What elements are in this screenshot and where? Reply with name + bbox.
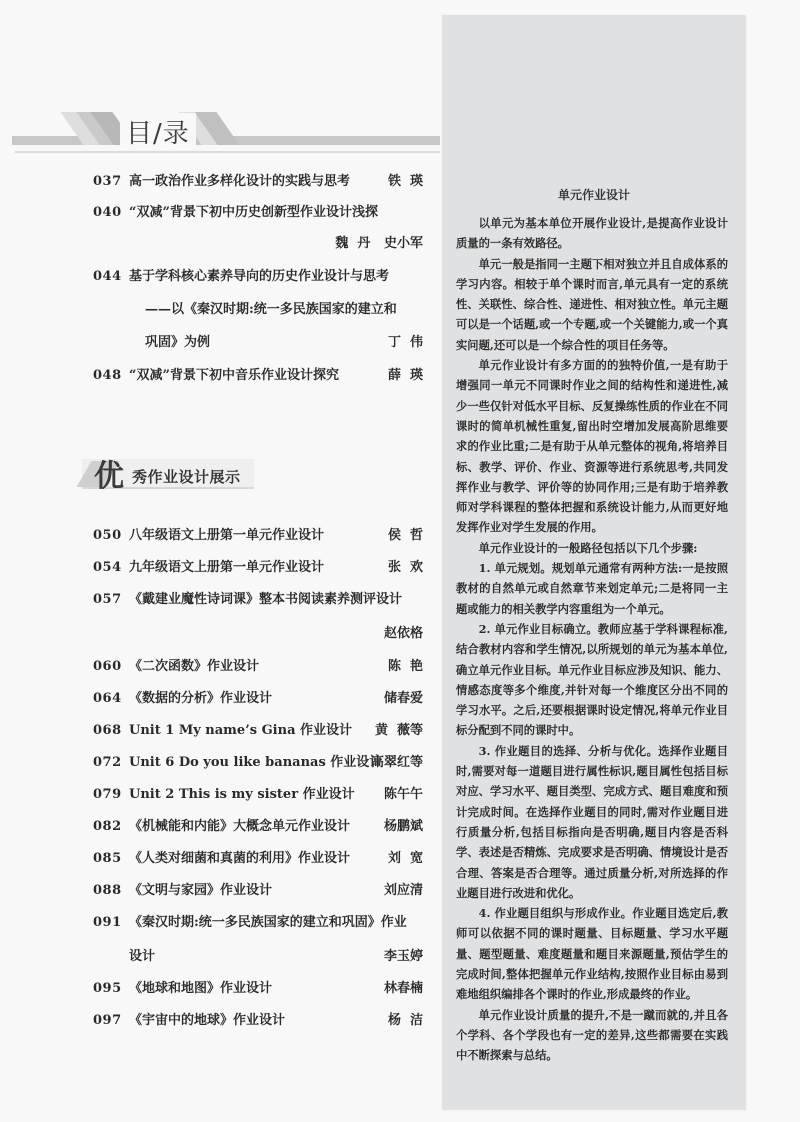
- entry-author: 薛 瑛: [387, 368, 423, 383]
- sidebar-body: [456, 213, 728, 1065]
- sidebar-paragraph: 3. 作业题目的选择、分析与优化。选择作业题目时,需要对每一道题目进行属性标识,题目属性包括目标对应、学习水平、题目类型、完成方式、题目难度和预计完成时间。在选择作业题目的同时,需对作业题目进行质量分析,包括目标指向是否明确,题目内容是否科学、表述是否精炼、完成要求是否明确、情境设计是否合理、答案是否合理等。通过质量分析,对所选择的作业题目进行改进和优化。: [456, 743, 728, 900]
- page-number: 088: [93, 883, 122, 898]
- toc-entry[interactable]: [93, 913, 423, 933]
- sidebar-paragraph: 1. 单元规划。规划单元通常有两种方法:一是按照教材的自然单元或自然章节来划定单元;二是将同一主题或能力的相关教学内容重组为一个单元。: [456, 561, 728, 616]
- entry-title: Unit 1 My name’s Gina 作业设计: [129, 723, 353, 738]
- toc-entry[interactable]: [93, 753, 423, 773]
- sidebar-paragraph: 单元作业设计有多方面的的独特价值,一是有助于增强同一单元不同课时作业之间的结构性和递进性,减少一些仅针对低水平目标、反复操练性质的作业在不同课时的简单机械性重复,留出时空增加发展高阶思维要求的作业比重;二是有助于从单元整体的视角,将培养目标、教学、评价、作业、资源等进行系统思考,共同发挥作业与教学、评价等的协同作用;三是有助于培养教师对学科课程的整体把握和系统设计能力,从而更好地发挥作业对学生发展的作用。: [456, 358, 728, 535]
- section-header-big-char: 优: [94, 459, 124, 494]
- entry-title: 《文明与家园》作业设计: [129, 883, 273, 898]
- page-number: 079: [93, 787, 122, 802]
- entry-title: Unit 6 Do you like bananas 作业设计: [129, 755, 383, 770]
- entry-author: 李玉婷: [383, 949, 423, 964]
- page-number: 082: [93, 819, 122, 834]
- toc-title: 目/录: [120, 113, 196, 150]
- page-number: 057: [93, 592, 122, 607]
- page-number: 064: [93, 691, 122, 706]
- entry-title: 基于学科核心素养导向的历史作业设计与思考: [129, 269, 390, 284]
- page-number: 095: [93, 981, 122, 996]
- sidebar-panel: [442, 15, 746, 1110]
- page-number: 091: [93, 915, 122, 930]
- entry-title: 《二次函数》作业设计: [129, 659, 260, 674]
- entry-author: 丁 伟: [387, 335, 423, 350]
- toc-entry[interactable]: [93, 590, 423, 610]
- toc-entry[interactable]: [93, 1011, 423, 1031]
- toc-entry[interactable]: [93, 526, 423, 546]
- entry-title: 《地球和地图》作业设计: [129, 981, 273, 996]
- entry-title: Unit 2 This is my sister 作业设计: [129, 787, 355, 802]
- entry-title: 《秦汉时期:统一多民族国家的建立和巩固》作业: [129, 915, 407, 930]
- toc-entry-continuation: [93, 300, 423, 320]
- page-number: 054: [93, 560, 122, 575]
- entry-title: 巩固》为例: [145, 335, 211, 350]
- toc-entry[interactable]: [93, 979, 423, 999]
- page-number: 097: [93, 1013, 122, 1028]
- toc-entry-continuation: [93, 947, 423, 967]
- entry-title: 《数据的分析》作业设计: [129, 691, 273, 706]
- entry-author: 张 欢: [387, 560, 423, 575]
- entry-title: 《宇宙中的地球》作业设计: [129, 1013, 286, 1028]
- sidebar-paragraph: 单元作业设计质量的提升,不是一蹴而就的,并且各个学科、各个学段也有一定的差异,这些都需要在实践中不断探索与总结。: [456, 1007, 728, 1063]
- entry-author: 黄 薇等: [374, 723, 423, 738]
- sidebar-paragraph: 2. 单元作业目标确立。教师应基于学科课程标准,结合教材内容和学生情况,以所规划的单元为基本单位,确立单元作业目标。单元作业目标应涉及知识、能力、情感态度等多个维度,并针对每一个维度区分出不同的学习水平。之后,还要根据课时设定情况,将单元作业目标分配到不同的课时中。: [456, 621, 728, 738]
- toc-entry[interactable]: [93, 721, 423, 741]
- page-number: 050: [93, 528, 122, 543]
- page-number: 068: [93, 723, 122, 738]
- entry-author: 储春爱: [383, 691, 423, 706]
- entry-author: 刘应清: [383, 883, 423, 898]
- toc-entry-continuation: [93, 624, 423, 644]
- entry-author: 魏 丹 史小军: [335, 236, 423, 251]
- toc-entry[interactable]: [93, 785, 423, 805]
- toc-header: [0, 112, 440, 160]
- entry-author: 陈 艳: [387, 659, 423, 674]
- toc-entry[interactable]: [93, 172, 423, 192]
- section-header-excellent-designs: [82, 453, 257, 494]
- header-underline: [15, 151, 440, 153]
- entry-title: 《人类对细菌和真菌的利用》作业设计: [129, 851, 351, 866]
- entry-title: “双减”背景下初中历史创新型作业设计浅探: [129, 205, 378, 220]
- toc-entry[interactable]: [93, 817, 423, 837]
- entry-author: 赵依格: [383, 626, 423, 641]
- entry-author: 杨鹏斌: [383, 819, 423, 834]
- entry-title: 高一政治作业多样化设计的实践与思考: [129, 174, 351, 189]
- page-number: 037: [93, 174, 122, 189]
- toc-entry-continuation: [93, 234, 423, 254]
- sidebar-paragraph: 4. 作业题目组织与形成作业。作业题目选定后,教师可以依据不同的课时题量、目标题量、学习水平题量、题型题量、难度题量和题目来源题量,预估学生的完成时间,整体把握单元作业结构,按照作业目标由易到难地组织编排各个课时的作业,形成最终的作业。: [456, 906, 728, 1002]
- page-number: 072: [93, 755, 122, 770]
- toc-entry[interactable]: [93, 366, 423, 386]
- toc-entry[interactable]: [93, 267, 423, 287]
- entry-author: 铁 瑛: [387, 174, 423, 189]
- page-number: 040: [93, 205, 122, 220]
- page-number: 060: [93, 659, 122, 674]
- entry-author: 陈午午: [383, 787, 423, 802]
- entry-title: 九年级语文上册第一单元作业设计: [129, 560, 325, 575]
- sidebar-paragraph: 单元一般是指同一主题下相对独立并且自成体系的学习内容。相较于单个课时而言,单元具有一定的系统性、关联性、综合性、递进性、相对独立性。单元主题可以是一个话题,或一个专题,或一个关键能力,或一个真实问题,还可以是一个综合性的项目任务等。: [456, 256, 728, 352]
- toc-entry[interactable]: [93, 558, 423, 578]
- entry-author: 杨 洁: [387, 1013, 423, 1028]
- sidebar-title: 单元作业设计: [557, 188, 630, 202]
- entry-title: 八年级语文上册第一单元作业设计: [129, 528, 325, 543]
- page-number: 048: [93, 368, 122, 383]
- toc-entry[interactable]: [93, 657, 423, 677]
- toc-entry[interactable]: [93, 689, 423, 709]
- entry-title: 《机械能和内能》大概念单元作业设计: [129, 819, 351, 834]
- page-number: 044: [93, 269, 122, 284]
- entry-author: 侯 哲: [387, 528, 423, 543]
- entry-author: 刘 宽: [387, 851, 423, 866]
- entry-author: 林春楠: [383, 981, 423, 996]
- toc-entry[interactable]: [93, 849, 423, 869]
- entry-title: 《戴建业魔性诗词课》整本书阅读素养测评设计: [129, 592, 403, 607]
- entry-title: “双减”背景下初中音乐作业设计探究: [129, 368, 339, 383]
- section-header-title: 秀作业设计展示: [132, 468, 241, 486]
- page-number: 085: [93, 851, 122, 866]
- entry-title: ——以《秦汉时期:统一多民族国家的建立和: [145, 302, 397, 317]
- toc-entry[interactable]: [93, 881, 423, 901]
- entry-author: 高翠红等: [370, 755, 423, 770]
- entry-title: 设计: [129, 949, 156, 964]
- toc-entry-continuation: [93, 333, 423, 353]
- sidebar-paragraph: 单元作业设计的一般路径包括以下几个步骤:: [478, 540, 698, 555]
- sidebar-paragraph: 以单元为基本单位开展作业设计,是提高作业设计质量的一条有效路径。: [456, 216, 728, 251]
- toc-entry[interactable]: [93, 203, 423, 223]
